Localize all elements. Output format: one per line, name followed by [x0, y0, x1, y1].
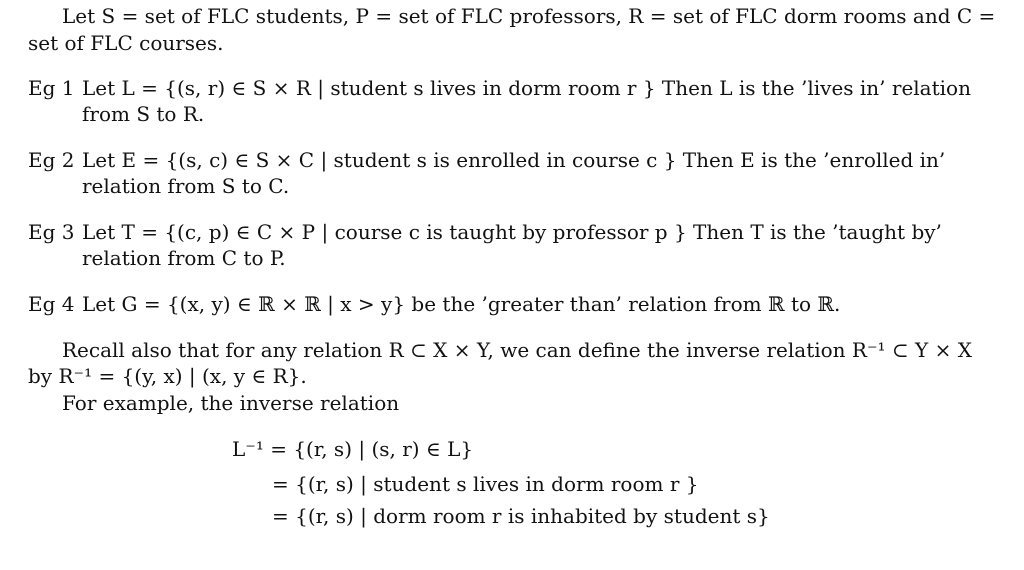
recall-line-2: by R⁻¹ = {(y, x) | (x, y ∈ R}. — [28, 364, 307, 388]
example-1-line-2: from S to R. — [82, 102, 205, 126]
example-1-label: Eg 1 — [28, 76, 75, 100]
equation-1: L⁻¹ = {(r, s) | (s, r) ∈ L} — [232, 437, 474, 461]
example-3-label: Eg 3 — [28, 220, 75, 244]
example-2-label: Eg 2 — [28, 148, 75, 172]
example-1-line-1: Let L = {(s, r) ∈ S × R | student s lives in dorm room r } Then L is the ’lives in’ relation — [82, 76, 971, 100]
example-2-line-2: relation from S to C. — [82, 174, 290, 198]
equation-2: = {(r, s) | student s lives in dorm room r } — [272, 472, 699, 496]
example-4-label: Eg 4 — [28, 292, 75, 316]
recall-line-3: For example, the inverse relation — [62, 391, 400, 415]
intro-line-2: set of FLC courses. — [28, 31, 224, 55]
recall-line-1: Recall also that for any relation R ⊂ X × Y, we can define the inverse relation R⁻¹ ⊂ Y × X — [62, 338, 972, 362]
example-3-line-2: relation from C to P. — [82, 246, 286, 270]
example-3-line-1: Let T = {(c, p) ∈ C × P | course c is taught by professor p } Then T is the ’taught by’ — [82, 220, 942, 244]
example-2-line-1: Let E = {(s, c) ∈ S × C | student s is enrolled in course c } Then E is the ’enrolled in’ — [82, 148, 946, 172]
intro-line-1: Let S = set of FLC students, P = set of FLC professors, R = set of FLC dorm rooms and C = — [62, 4, 996, 28]
example-4-line-1: Let G = {(x, y) ∈ ℝ × ℝ | x > y} be the ’greater than’ relation from ℝ to ℝ. — [82, 292, 841, 316]
equation-3: = {(r, s) | dorm room r is inhabited by student s} — [272, 504, 770, 528]
